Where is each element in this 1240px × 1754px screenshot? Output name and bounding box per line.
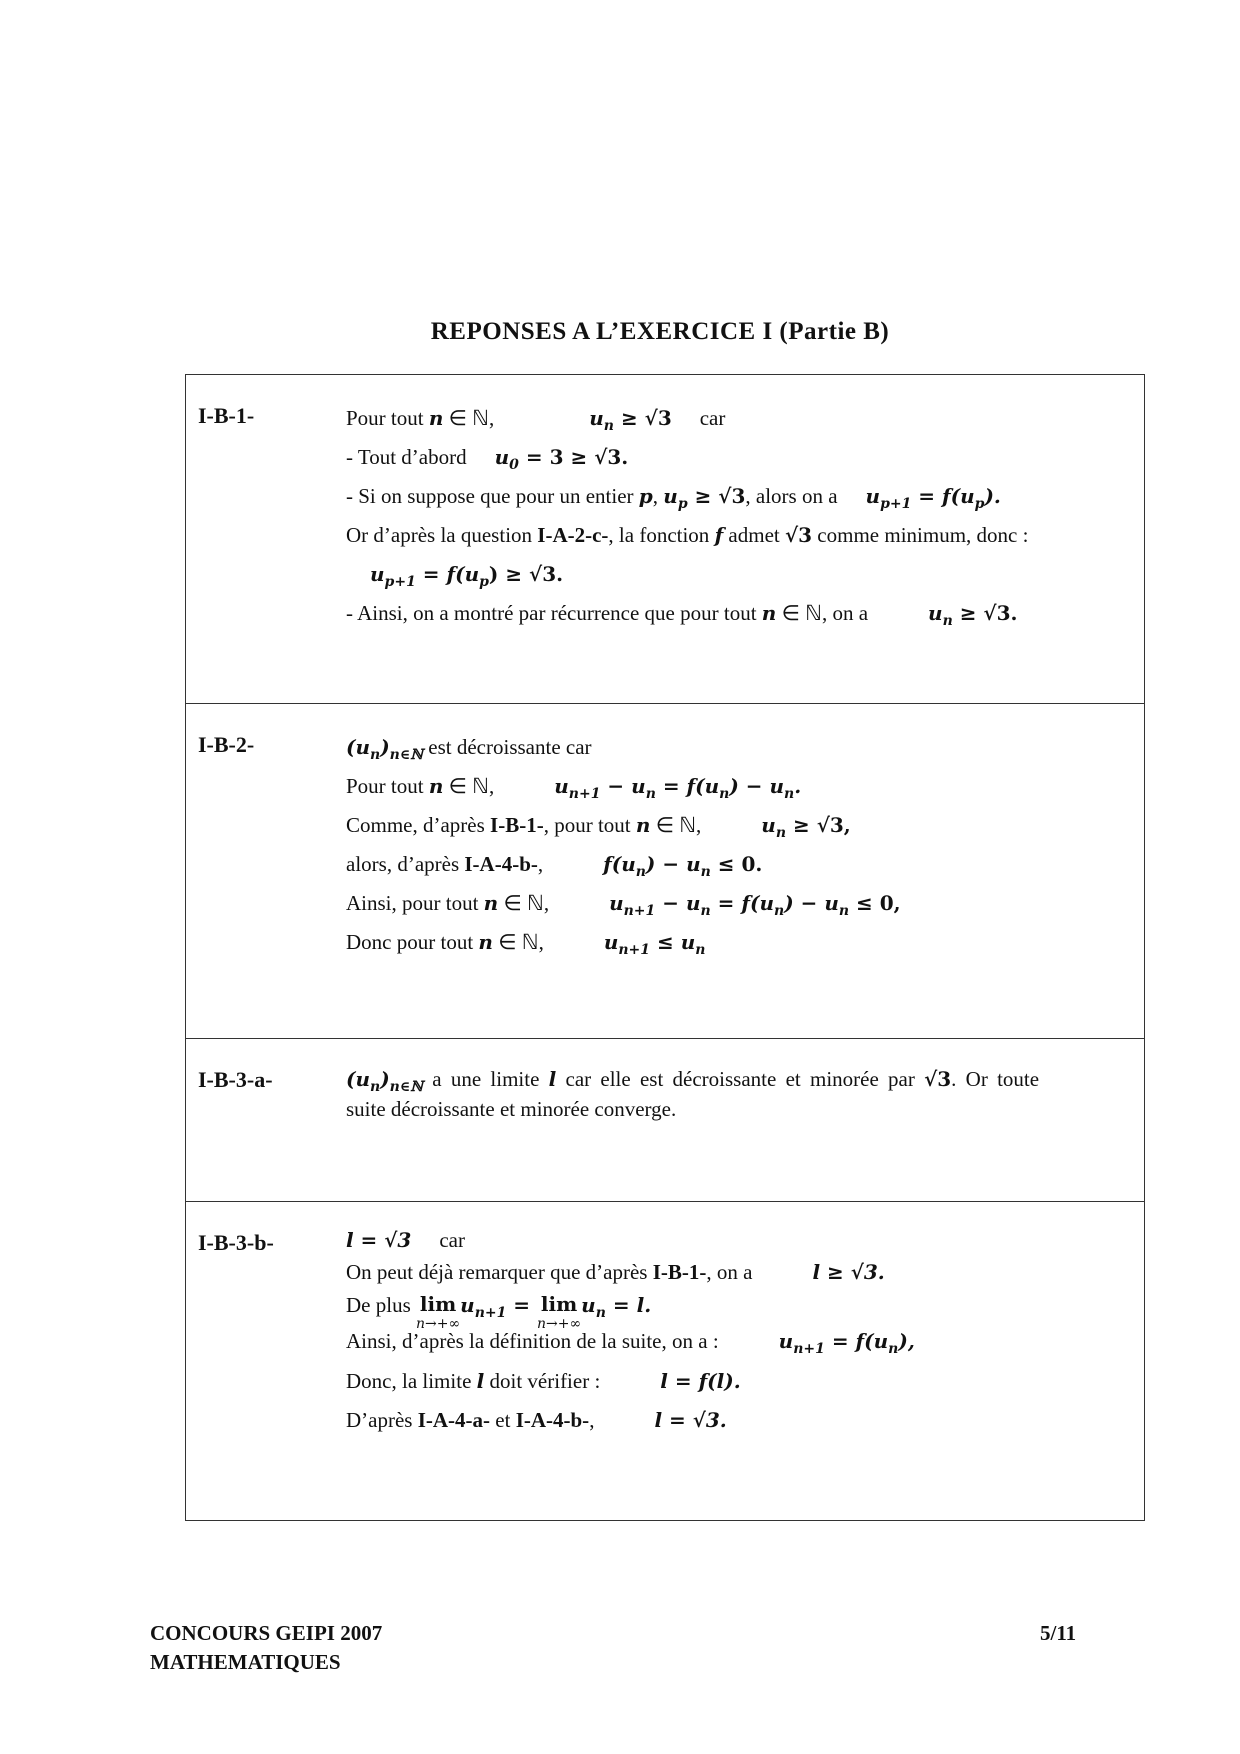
text-fragment: u	[865, 484, 881, 508]
answer-row-ib3a	[186, 1039, 1145, 1202]
text-fragment: ≥ √3,	[786, 813, 851, 837]
text-fragment: u	[663, 484, 678, 508]
text-fragment: n	[645, 786, 656, 802]
text-fragment: n→+∞	[416, 1316, 461, 1332]
row-label: I-B-2-	[186, 704, 339, 1039]
text-fragment: √3	[924, 1067, 952, 1091]
answer-row-ib3b	[186, 1202, 1145, 1521]
text-fragment: n	[635, 813, 651, 837]
text-fragment: l = f(l).	[660, 1369, 741, 1393]
text-fragment: n	[370, 747, 381, 763]
text-fragment: (u	[346, 1067, 371, 1091]
text-fragment: − u	[655, 891, 701, 915]
text-fragment: I-B-1-	[652, 1260, 707, 1284]
text-fragment: u	[761, 813, 776, 837]
row-content	[338, 1039, 1145, 1202]
text-fragment: u	[494, 445, 510, 469]
text-fragment: l	[548, 1067, 557, 1091]
text-fragment: et	[490, 1408, 516, 1432]
row-content	[338, 1202, 1145, 1521]
text-fragment: ≥ √3	[687, 484, 746, 508]
text-line	[346, 1095, 1132, 1123]
text-fragment: n+1	[618, 942, 651, 958]
text-fragment: u	[778, 1329, 794, 1353]
text-fragment: u	[589, 406, 604, 430]
text-fragment: = 3 ≥ √3.	[518, 445, 629, 469]
text-fragment: I-A-2-c-	[537, 523, 609, 547]
text-line	[346, 1290, 1132, 1332]
text-fragment: ) − u	[729, 774, 785, 798]
text-fragment: Comme, d’après	[346, 813, 491, 837]
row-label: I-B-3-b-	[186, 1202, 339, 1521]
text-fragment: n∈ℕ	[389, 747, 424, 763]
text-line	[346, 845, 1132, 884]
text-fragment: u	[609, 891, 624, 915]
text-line	[346, 1254, 1132, 1290]
text-fragment: p	[677, 496, 688, 512]
text-fragment: − u	[600, 774, 646, 798]
text-fragment: n+1	[474, 1305, 507, 1321]
text-fragment: I-A-4-a-	[417, 1408, 491, 1432]
text-fragment: p+1	[384, 574, 416, 590]
text-fragment: Donc pour tout	[346, 930, 479, 954]
text-fragment: ≤ u	[650, 930, 696, 954]
text-fragment: f(u	[603, 852, 636, 876]
text-fragment: )	[380, 1067, 390, 1091]
text-fragment: l	[476, 1369, 485, 1393]
text-fragment: n	[838, 903, 850, 919]
text-fragment: ) − u	[784, 891, 839, 915]
text-fragment: a une limite	[423, 1067, 549, 1091]
text-fragment: n+1	[623, 903, 656, 919]
text-fragment: Ainsi, pour tout	[346, 891, 484, 915]
text-fragment: I-B-1-	[490, 813, 544, 837]
text-fragment: n	[695, 942, 706, 958]
text-fragment: , alors on a	[745, 484, 838, 508]
text-fragment: suite décroissante et minorée converge.	[346, 1097, 677, 1121]
text-line	[346, 1226, 1132, 1254]
text-fragment: n	[478, 930, 493, 954]
text-fragment: - Tout d’abord	[346, 445, 467, 469]
text-fragment: n	[700, 864, 711, 880]
text-fragment: u	[370, 562, 385, 586]
text-fragment: l = √3.	[654, 1408, 727, 1432]
row-content	[338, 704, 1145, 1039]
text-fragment: est décroissante car	[423, 735, 592, 759]
text-fragment: ∈ ℕ,	[650, 813, 702, 837]
text-fragment: p	[974, 496, 985, 512]
text-fragment: ).	[984, 484, 1001, 508]
text-fragment: Or d’après la question	[346, 523, 538, 547]
text-fragment: car elle est décroissante et minorée par	[556, 1067, 925, 1091]
text-line	[346, 438, 1132, 477]
text-fragment: = f(u	[415, 562, 480, 586]
text-fragment: Pour tout	[346, 774, 429, 798]
text-fragment: = f(u	[824, 1329, 889, 1353]
text-fragment: = f(u	[710, 891, 774, 915]
text-fragment: ) ≥ √3.	[488, 562, 564, 586]
text-fragment: f	[714, 523, 724, 547]
page-number: 5/11	[1040, 1621, 1077, 1645]
text-fragment: n	[942, 613, 953, 629]
text-fragment: ∈ ℕ, on a	[776, 601, 869, 625]
text-fragment: u	[581, 1293, 596, 1317]
text-fragment: ≤ 0,	[849, 891, 901, 915]
text-fragment: n	[603, 418, 614, 434]
text-fragment: lim	[540, 1292, 578, 1316]
text-fragment: De plus	[346, 1293, 411, 1317]
text-fragment: car	[439, 1228, 465, 1252]
text-fragment: n	[775, 825, 787, 841]
page-title	[0, 318, 1240, 346]
row-label: I-B-3-a-	[186, 1039, 339, 1202]
text-fragment: 0	[509, 457, 519, 473]
text-fragment: n	[700, 903, 711, 919]
text-fragment: ∈ ℕ,	[443, 406, 495, 430]
text-fragment: n→+∞	[537, 1316, 582, 1332]
answer-row-ib1	[186, 375, 1145, 704]
text-fragment: .	[794, 774, 802, 798]
text-line	[346, 884, 1132, 923]
text-fragment: On peut déjà remarquer que d’après	[346, 1260, 653, 1284]
text-fragment: doit vérifier :	[484, 1369, 601, 1393]
text-fragment: n+1	[793, 1341, 825, 1357]
text-fragment: D’après	[346, 1408, 418, 1432]
text-fragment: Donc, la limite	[346, 1369, 477, 1393]
text-fragment: u	[460, 1293, 475, 1317]
text-fragment: = f(u	[655, 774, 720, 798]
text-fragment: I-A-4-b-	[515, 1408, 590, 1432]
text-fragment: = f(u	[911, 484, 975, 508]
text-fragment: √3	[784, 523, 813, 547]
text-line	[346, 728, 1132, 767]
text-fragment: )	[380, 735, 390, 759]
answers-table	[185, 374, 1145, 1521]
text-fragment: n∈ℕ	[389, 1079, 424, 1095]
text-fragment: n	[719, 786, 730, 802]
text-fragment: n	[635, 864, 646, 880]
text-fragment: ) − u	[645, 852, 701, 876]
text-fragment: ≥ √3.	[952, 601, 1018, 625]
text-fragment: . Or toute	[951, 1067, 1040, 1091]
text-fragment: n	[428, 774, 444, 798]
text-fragment: ),	[898, 1329, 915, 1353]
text-fragment: ∈ ℕ,	[492, 930, 544, 954]
text-fragment: ,	[537, 852, 544, 876]
text-fragment: - Si on suppose que pour un entier	[346, 484, 639, 508]
text-fragment: lim	[419, 1292, 457, 1316]
text-fragment: n	[428, 406, 444, 430]
text-line	[346, 1362, 1132, 1401]
text-fragment: ∈ ℕ,	[443, 774, 495, 798]
text-fragment: Pour tout	[346, 406, 429, 430]
text-fragment: = l.	[605, 1293, 652, 1317]
text-fragment: ,	[589, 1408, 595, 1432]
answer-row-ib2	[186, 704, 1145, 1039]
footer-contest: CONCOURS GEIPI 2007	[150, 1621, 383, 1645]
text-line	[346, 594, 1132, 633]
text-fragment: comme minimum, donc :	[812, 523, 1029, 547]
text-fragment: - Ainsi, on a montré par récurrence que pour tout	[346, 601, 762, 625]
text-fragment: n+1	[568, 786, 601, 802]
text-fragment: u	[928, 601, 943, 625]
text-line	[346, 1324, 1132, 1362]
text-line	[346, 923, 1132, 962]
text-fragment: n	[595, 1305, 606, 1321]
text-fragment: l = √3	[346, 1228, 412, 1252]
text-fragment: n	[774, 903, 785, 919]
text-fragment: alors, d’après	[346, 852, 465, 876]
row-label: I-B-1-	[186, 375, 339, 704]
text-fragment: n	[784, 786, 795, 802]
text-fragment: n	[370, 1079, 381, 1095]
text-fragment: I-A-4-b-	[464, 852, 538, 876]
text-fragment: n	[888, 1341, 899, 1357]
text-fragment: ∈ ℕ,	[498, 891, 550, 915]
text-fragment: u	[554, 774, 569, 798]
text-fragment: p	[638, 484, 653, 508]
row-content	[338, 375, 1145, 704]
text-fragment: ≥ √3	[613, 406, 672, 430]
text-fragment: ≤ 0.	[710, 852, 763, 876]
text-fragment: p	[479, 574, 489, 590]
text-fragment: admet	[723, 523, 785, 547]
text-fragment: p+1	[880, 496, 912, 512]
text-fragment: car	[699, 406, 726, 430]
text-line	[346, 1401, 1132, 1440]
text-fragment: (u	[346, 735, 371, 759]
text-fragment: u	[603, 930, 619, 954]
text-line	[346, 477, 1132, 516]
text-line	[346, 806, 1132, 845]
text-fragment: n	[761, 601, 777, 625]
text-line	[346, 767, 1132, 806]
text-line	[346, 555, 1132, 594]
text-line	[346, 1063, 1132, 1095]
footer-subject: MATHEMATIQUES	[150, 1650, 341, 1674]
text-line	[346, 516, 1132, 555]
text-fragment: l ≥ √3.	[812, 1260, 885, 1284]
text-fragment: Ainsi, d’après la définition de la suite, on a :	[346, 1329, 719, 1353]
text-fragment: , la fonction	[608, 523, 715, 547]
text-fragment: , pour tout	[543, 813, 636, 837]
title-text: REPONSES A L’EXERCICE I (Partie B)	[430, 318, 890, 345]
text-fragment: n	[483, 891, 499, 915]
text-fragment: , on a	[706, 1260, 753, 1284]
text-fragment: =	[506, 1293, 538, 1317]
text-fragment: ,	[652, 484, 664, 508]
text-line	[346, 399, 1132, 438]
